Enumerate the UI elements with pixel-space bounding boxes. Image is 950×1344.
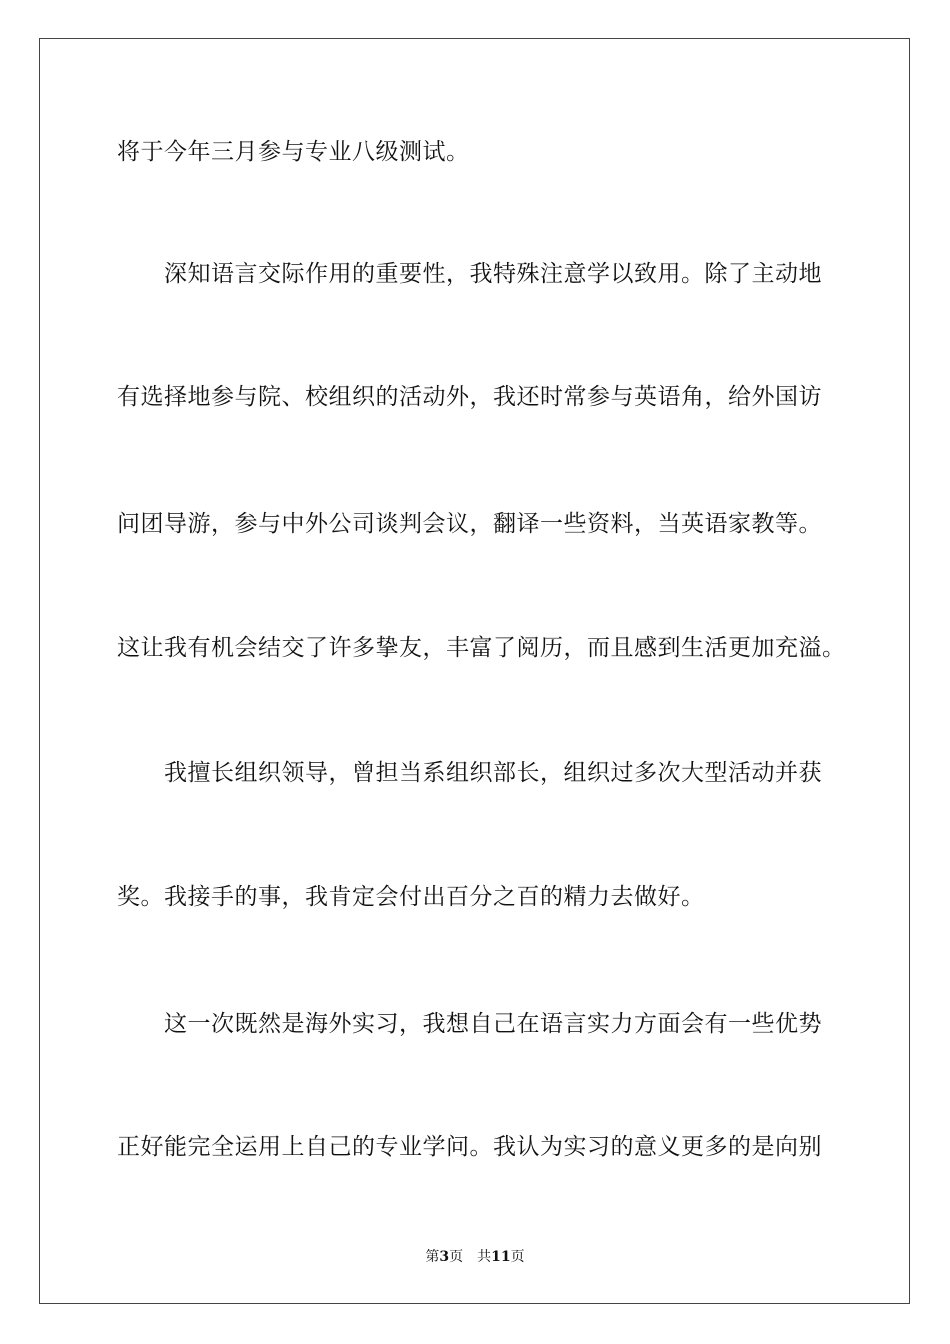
text-line-2: 深知语言交际作用的重要性，我特殊注意学以致用。除了主动地 [117, 261, 822, 287]
footer-total-prefix: 共 [477, 1249, 492, 1265]
text-line-4: 问团导游，参与中外公司谈判会议，翻译一些资料，当英语家教等。 [117, 511, 822, 537]
footer-page-number: 3 [439, 1249, 450, 1265]
page-border [39, 38, 910, 1304]
text-line-9: 正好能完全运用上自己的专业学问。我认为实习的意义更多的是向别 [117, 1134, 822, 1160]
footer-total-number: 11 [491, 1249, 511, 1265]
text-line-6: 我擅长组织领导，曾担当系组织部长，组织过多次大型活动并获 [117, 760, 822, 786]
page-footer [0, 1248, 950, 1266]
footer-total-suffix: 页 [510, 1249, 525, 1265]
text-line-7: 奖。我接手的事，我肯定会付出百分之百的精力去做好。 [117, 884, 705, 910]
text-line-3: 有选择地参与院、校组织的活动外，我还时常参与英语角，给外国访 [117, 384, 822, 410]
text-line-8: 这一次既然是海外实习，我想自己在语言实力方面会有一些优势 [117, 1011, 822, 1037]
footer-page-prefix: 第 [425, 1249, 440, 1265]
text-line-5: 这让我有机会结交了许多挚友，丰富了阅历，而且感到生活更加充溢。 [117, 635, 846, 661]
text-line-1: 将于今年三月参与专业八级测试。 [117, 139, 470, 165]
footer-page-suffix: 页 [449, 1249, 464, 1265]
